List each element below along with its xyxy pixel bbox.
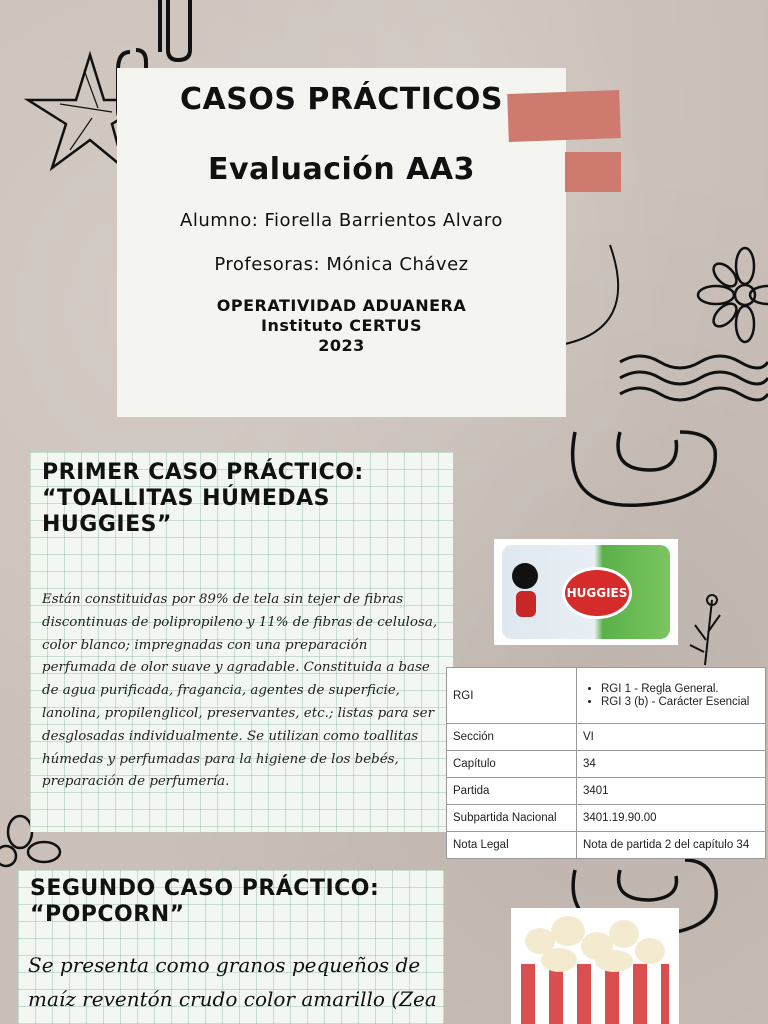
tape-decoration: [565, 152, 621, 192]
table-value: 34: [577, 751, 766, 778]
spiral-icon: [573, 432, 716, 505]
table-key: RGI: [447, 668, 577, 724]
case2-title: [30, 876, 379, 928]
plant-icon: [690, 595, 720, 665]
title-line-1: CASOS PRÁCTICOS: [180, 82, 503, 117]
table-key: Subpartida Nacional: [447, 805, 577, 832]
case2-title-line: “POPCORN”: [30, 902, 185, 927]
case1-title-line: PRIMER CASO PRÁCTICO:: [42, 460, 364, 485]
wipes-package: [502, 545, 670, 639]
case1-description: Están constituidas por 89% de tela sin tejer de fibras discontinuas de polipropileno y 11% de fibras de celulosa, color blanco; impregnadas con una preparación perfumada de olor suave y agradable. Constituida a base de agua purificada, fragancia, agentes de superficie, lanolina, propilenglicol, preservantes, etc.; listas para ser desglosadas individualmente. Se utilizan como toallitas húmedas y perfumadas para la higiene de los bebés, preparación de perfumería.: [42, 592, 438, 790]
case2-description: Se presenta como granos pequeños de maíz reventón crudo color amarillo (Zea: [28, 953, 437, 1011]
tape-decoration: [507, 90, 621, 142]
popcorn-kernel: [551, 916, 585, 946]
table-value: Nota de partida 2 del capítulo 34: [577, 832, 766, 859]
table-row: [447, 805, 766, 832]
table-key: Capítulo: [447, 751, 577, 778]
popcorn-box: [521, 964, 669, 1024]
case1-title-line: HUGGIES”: [42, 512, 172, 537]
huggies-product-image: [494, 539, 678, 645]
table-value: 3401.19.90.00: [577, 805, 766, 832]
table-key: Partida: [447, 778, 577, 805]
year: 2023: [318, 336, 365, 355]
table-value: 3401: [577, 778, 766, 805]
student-name: Alumno: Fiorella Barrientos Alvaro: [180, 210, 503, 231]
title-card: [117, 68, 566, 417]
institute-name: Instituto CERTUS: [261, 316, 422, 335]
case1-title-line: “TOALLITAS HÚMEDAS: [42, 486, 330, 511]
mickey-icon: [512, 563, 538, 589]
popcorn-kernel: [595, 950, 633, 972]
case1-title: [42, 460, 364, 538]
table-row: [447, 668, 766, 724]
table-value: VI: [577, 724, 766, 751]
table-value: [577, 668, 766, 724]
popcorn-kernel: [635, 938, 665, 964]
case1-card: [30, 452, 453, 832]
waves-icon: [620, 356, 768, 400]
brand-logo: HUGGIES: [562, 567, 632, 619]
rgi-item: • RGI 3 (b) - Carácter Esencial: [601, 696, 759, 709]
table-key: Nota Legal: [447, 832, 577, 859]
table-row: [447, 832, 766, 859]
course-info: [117, 296, 566, 356]
table-row: [447, 751, 766, 778]
table-key: Sección: [447, 724, 577, 751]
case2-card: [18, 870, 444, 1024]
teachers: Profesoras: Mónica Chávez: [214, 254, 469, 275]
course-name: OPERATIVIDAD ADUANERA: [216, 296, 467, 315]
paperclip-icon: [160, 0, 190, 60]
table-row: [447, 778, 766, 805]
popcorn-image: [511, 908, 679, 1024]
rgi-item: • RGI 1 - Regla General.: [601, 683, 759, 696]
table-row: [447, 724, 766, 751]
title-line-2: Evaluación AA3: [208, 152, 475, 187]
popcorn-kernel: [541, 948, 577, 972]
popcorn-kernel: [609, 920, 639, 948]
flower-icon: [698, 248, 768, 342]
case2-title-line: SEGUNDO CASO PRÁCTICO:: [30, 876, 380, 901]
classification-table: [446, 667, 766, 859]
